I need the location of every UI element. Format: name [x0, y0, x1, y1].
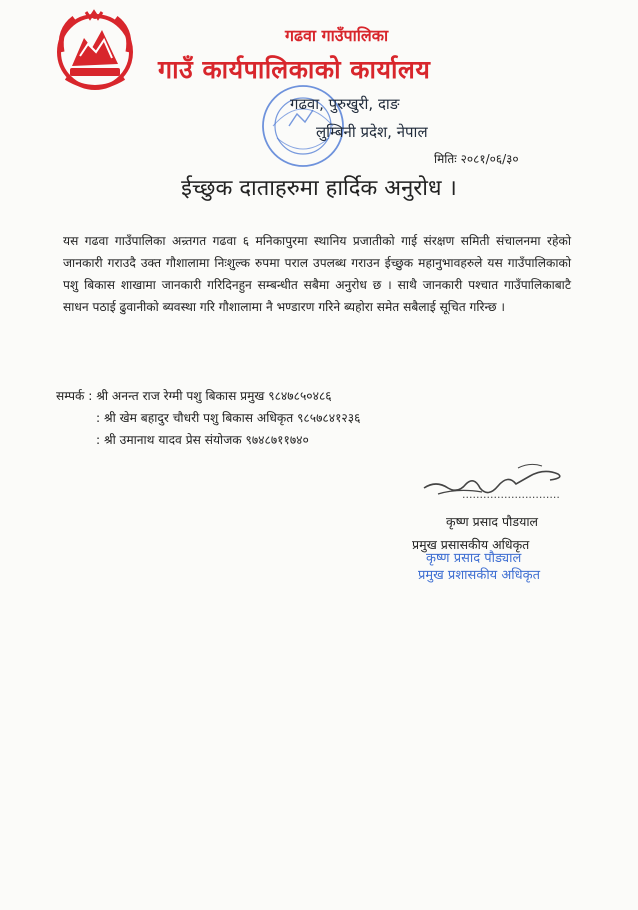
date-value: २०८१/०६/३०	[460, 152, 519, 166]
stamp-title: प्रमुख प्रशासकीय अधिकृत	[418, 568, 541, 583]
contact-list	[56, 385, 360, 451]
office-title: गाउँ कार्यपालिकाको कार्यालय	[158, 55, 431, 84]
notice-title: ईच्छुक दाताहरुमा हार्दिक अनुरोध ।	[181, 176, 457, 201]
stamp-name: कृष्ण प्रसाद पौड्याल	[426, 551, 522, 566]
signatory-title: प्रमुख प्रसासकीय अधिकृत	[412, 537, 530, 552]
signature-dots: ............................	[462, 488, 560, 501]
address-line-2: लुम्बिनी प्रदेश, नेपाल	[316, 123, 428, 141]
contact-line-1: सम्पर्क : श्री अनन्त राज रेग्मी पशु बिकास प्रमुख ९८४७८५०४८६	[56, 389, 332, 403]
contact-line-3-text: : श्री उमानाथ यादव प्रेस संयोजक ९७४८७११७४०	[96, 433, 309, 447]
contact-line-3	[56, 429, 360, 451]
signatory-name: कृष्ण प्रसाद पौडयाल	[446, 514, 539, 529]
nepal-emblem-icon	[52, 8, 138, 94]
date	[434, 150, 519, 167]
date-label: मितिः	[434, 152, 457, 166]
notice-body: यस गढवा गाउँपालिका अन्र्तगत गढवा ६ मनिकापुरमा स्थानिय प्रजातीको गाई संरक्षण समिती संचालनमा रहेको जानकारी गराउदै उक्त गौशालामा निःशुल्क रुपमा पराल उपलब्ध गराउन ईच्छुक महानुभावहरुले यस गाउँपालिकाको पशु बिकास शाखामा जानकारी गरिदिनहुन सम्बन्धीत सबैमा अनुरोध छ । साथै जानकारी पश्चात गाउँपालिकाबाटै साधन पठाई ढुवानीको ब्यवस्था गरि गौशालामा नै भण्डारण गरिने ब्यहोरा समेत सबैलाई सूचित गरिन्छ ।	[63, 234, 571, 314]
contact-line-2	[56, 407, 360, 429]
municipality-name: गढवा गाउँपालिका	[285, 26, 389, 45]
contact-line-2-text: : श्री खेम बहादुर चौधरी पशु बिकास अधिकृत ९८५७८४१२३६	[96, 411, 361, 425]
address-line-1: गढवा, पुरुखुरी, दाङ	[290, 95, 400, 113]
